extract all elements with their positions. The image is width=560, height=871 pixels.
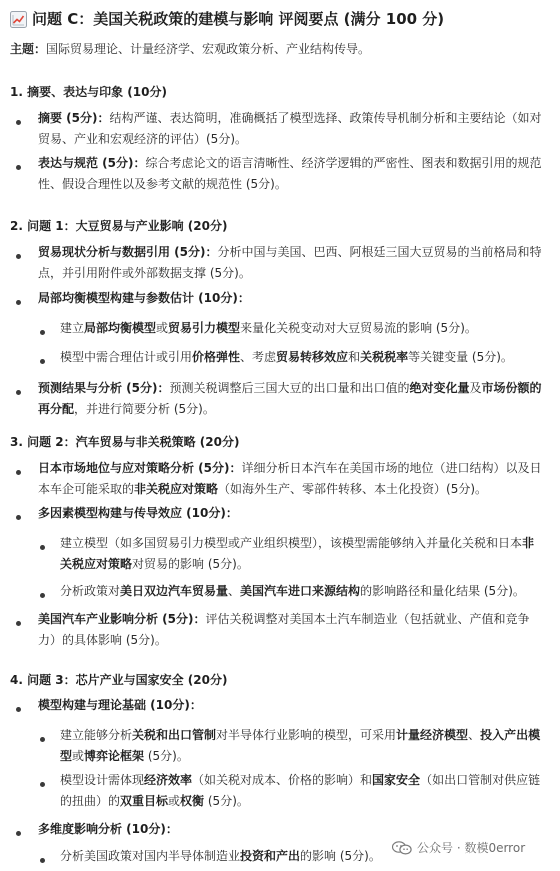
bullet — [16, 254, 21, 259]
s4-model-sub-a — [60, 725, 544, 767]
item-label: 预测结果与分析 (5分)： — [38, 381, 170, 395]
emphasis: 美日双边汽车贸易量 — [120, 584, 229, 598]
text: 建立能够分析 — [60, 728, 133, 742]
text: 本车企可能采取的 — [38, 482, 135, 496]
emphasis: 关税应对策略 — [60, 557, 133, 571]
text: 建立模型（如多国贸易引力模型或产业组织模型），该模型需能够纳入并量化关税和日本 — [60, 536, 523, 550]
text: 或 — [168, 794, 181, 808]
emphasis: 博弈论框架 — [84, 749, 145, 763]
s2-equilibrium-sub-b — [60, 347, 544, 368]
s4-model-sub-b — [60, 770, 544, 812]
bullet — [40, 593, 45, 598]
wechat-icon — [392, 841, 412, 855]
emphasis: 贸易转移效应 — [276, 350, 349, 364]
bullet — [40, 359, 45, 364]
watermark — [392, 839, 529, 857]
bullet — [16, 300, 21, 305]
text: 详细分析日本汽车在美国市场的地位（进口结构）以及日 — [241, 461, 542, 475]
item-text: 分析中国与美国、巴西、阿根廷三国大豆贸易的当前格局和特 — [217, 245, 542, 259]
bullet — [16, 831, 21, 836]
title-row — [10, 7, 444, 31]
emphasis: 美国汽车进口来源结构 — [240, 584, 361, 598]
bullet — [40, 858, 45, 863]
emphasis: 非关税应对策略 — [134, 482, 219, 496]
item-label: 多因素模型构建与传导效应 (10分)： — [38, 506, 238, 520]
text: 模型中需合理估计或引用 — [60, 350, 193, 364]
emphasis: 市场份额的 — [481, 381, 542, 395]
s4-model-item — [38, 695, 544, 716]
bullet — [40, 737, 45, 742]
emphasis: 投入产出模 — [480, 728, 541, 742]
emphasis: 再分配 — [38, 402, 75, 416]
text: （如海外生产、零部件转移、本土化投资）(5分)。 — [218, 482, 488, 496]
text: ，并进行简要分析 (5分)。 — [74, 402, 215, 416]
topic-label: 主题： — [10, 42, 47, 56]
item-text: 点，并引用附件或外部数据支撑 (5分)。 — [38, 266, 251, 280]
item-text: 贸易、产业和宏观经济的评估）(5分)。 — [38, 132, 247, 146]
emphasis: 局部均衡模型 — [84, 321, 157, 335]
text: (5分)。 — [144, 749, 189, 763]
text: 的影响 (5分)。 — [300, 849, 381, 863]
chart-trend-icon — [10, 11, 27, 28]
item-text: 结构严谨、表达简明，准确概括了模型选择、政策传导机制分析和主要结论（如对 — [109, 111, 542, 125]
emphasis: 型 — [60, 749, 73, 763]
text: 和 — [348, 350, 361, 364]
text: 等关键变量 (5分)。 — [408, 350, 513, 364]
section-3-heading: 3. 问题 2：汽车贸易与非关税策略 (20分) — [10, 435, 240, 449]
text: 、 — [468, 728, 481, 742]
text: 的影响路径和量化结果 (5分)。 — [360, 584, 525, 598]
item-text: 性、假设合理性以及参考文献的规范性 (5分)。 — [38, 177, 287, 191]
s3-multifactor-sub-a — [60, 533, 544, 575]
topic-line — [10, 39, 370, 60]
emphasis: 绝对变化量 — [409, 381, 470, 395]
emphasis: 价格弹性 — [192, 350, 241, 364]
section-2-heading: 2. 问题 1：大豆贸易与产业影响 (20分) — [10, 219, 228, 233]
text: 、 — [228, 584, 241, 598]
item-label: 多维度影响分析 (10分)： — [38, 822, 178, 836]
item-label: 表达与规范 (5分)： — [38, 156, 146, 170]
text: 及 — [469, 381, 482, 395]
text: (5分)。 — [204, 794, 249, 808]
item-label: 模型构建与理论基础 (10分)： — [38, 698, 202, 712]
item-label: 美国汽车产业影响分析 (5分)： — [38, 612, 206, 626]
watermark-text: 公众号 · 数模0error — [417, 840, 526, 855]
s2-equilibrium-item — [38, 288, 544, 309]
bullet — [16, 515, 21, 520]
s2-trade-status-item — [38, 242, 544, 284]
emphasis: 权衡 — [180, 794, 205, 808]
s1-abstract-item — [38, 108, 544, 150]
emphasis: 国家安全 — [372, 773, 421, 787]
text: 预测关税调整后三国大豆的出口量和出口值的 — [169, 381, 410, 395]
bullet — [16, 470, 21, 475]
bullet — [16, 165, 21, 170]
text: 来量化关税变动对大豆贸易流的影响 (5分)。 — [240, 321, 477, 335]
text: 、考虑 — [240, 350, 277, 364]
item-label: 局部均衡模型构建与参数估计 (10分)： — [38, 291, 250, 305]
s1-expression-item — [38, 153, 544, 195]
item-label: 日本市场地位与应对策略分析 (5分)： — [38, 461, 242, 475]
page-title: 问题 C：美国关税政策的建模与影响 评阅要点 (满分 100 分) — [32, 9, 445, 28]
text: 模型设计需体现 — [60, 773, 145, 787]
emphasis: 关税和出口管制 — [132, 728, 217, 742]
topic-text: 国际贸易理论、计量经济学、宏观政策分析、产业结构传导。 — [46, 42, 371, 56]
section-1-heading: 1. 摘要、表达与印象 (10分) — [10, 85, 167, 99]
s3-multifactor-sub-b — [60, 581, 544, 602]
text: 力）的具体影响 (5分)。 — [38, 633, 167, 647]
text: 对半导体行业影响的模型，可采用 — [216, 728, 397, 742]
s3-multifactor-item — [38, 503, 544, 524]
emphasis: 非 — [522, 536, 535, 550]
emphasis: 计量经济模型 — [396, 728, 469, 742]
bullet — [16, 390, 21, 395]
text: （如关税对成本、价格的影响）和 — [192, 773, 373, 787]
bullet — [40, 782, 45, 787]
text: 或 — [72, 749, 85, 763]
bullet — [16, 707, 21, 712]
s2-forecast-item — [38, 378, 544, 420]
bullet — [16, 120, 21, 125]
text: （如出口管制对供应链 — [420, 773, 541, 787]
emphasis: 关税税率 — [360, 350, 409, 364]
text: 或 — [156, 321, 169, 335]
emphasis: 双重目标 — [120, 794, 169, 808]
emphasis: 投资和产出 — [240, 849, 301, 863]
text: 分析政策对 — [60, 584, 121, 598]
emphasis: 经济效率 — [144, 773, 193, 787]
bullet — [40, 545, 45, 550]
emphasis: 贸易引力模型 — [168, 321, 241, 335]
bullet — [40, 330, 45, 335]
bullet — [16, 621, 21, 626]
s3-us-auto-item — [38, 609, 544, 651]
item-label: 贸易现状分析与数据引用 (5分)： — [38, 245, 218, 259]
text: 建立 — [60, 321, 85, 335]
text: 对贸易的影响 (5分)。 — [132, 557, 249, 571]
item-label: 摘要 (5分)： — [38, 111, 110, 125]
item-text: 综合考虑论文的语言清晰性、经济学逻辑的严密性、图表和数据引用的规范 — [145, 156, 542, 170]
s3-japan-market-item — [38, 458, 544, 500]
s2-equilibrium-sub-a — [60, 318, 544, 339]
text: 分析美国政策对国内半导体制造业 — [60, 849, 241, 863]
section-4-heading: 4. 问题 3：芯片产业与国家安全 (20分) — [10, 673, 228, 687]
text: 评估关税调整对美国本土汽车制造业（包括就业、产值和竞争 — [205, 612, 530, 626]
text: 的扭曲）的 — [60, 794, 121, 808]
